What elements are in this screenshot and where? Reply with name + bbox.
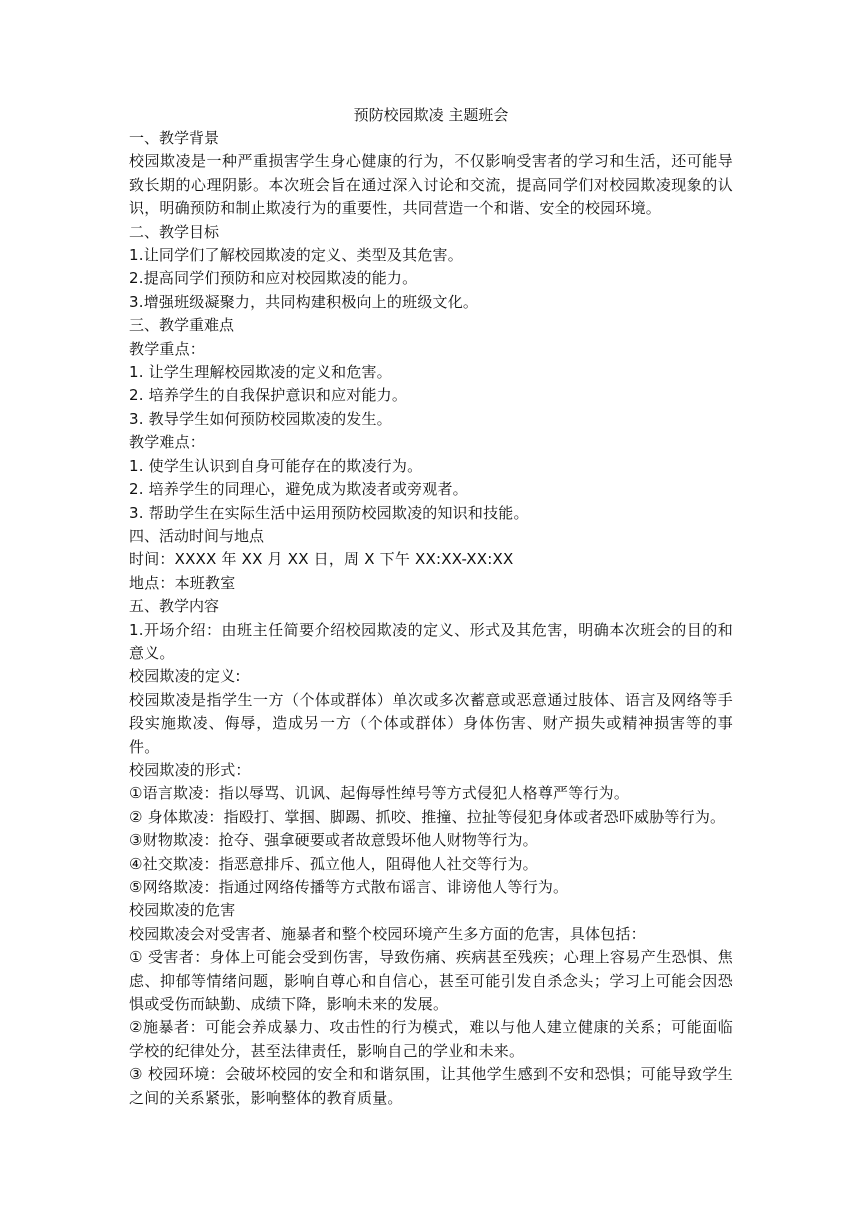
subheading-definition: 校园欺凌的定义:	[129, 667, 241, 686]
document-title: 预防校园欺凌 主题班会	[353, 106, 509, 124]
subheading-key-points: 教学重点：	[129, 339, 206, 358]
background-paragraph: 校园欺凌是一种严重损害学生身心健康的行为，不仅影响受害者的学习和生活，还可能导致长期的心理阴影。本次班会旨在通过深入讨论和交流，提高同学们对校园欺凌现象的认识，明确预防和制止欺凌行为的重要性，共同营造一个和谐、安全的校园环境。	[129, 152, 733, 218]
form-item-social: ④社交欺凌：指恶意排斥、孤立他人，阻碍他人社交等行为。	[129, 854, 538, 873]
opening-paragraph: 1.开场介绍：由班主任简要介绍校园欺凌的定义、形式及其危害，明确本次班会的目的和意义。	[129, 620, 733, 662]
objective-item: 2.提高同学们预防和应对校园欺凌的能力。	[129, 269, 418, 288]
document-content	[129, 104, 733, 1110]
form-item-physical: ② 身体欺凌：指殴打、掌掴、脚踢、抓咬、推撞、拉扯等侵犯身体或者恐吓威胁等行为。	[129, 807, 726, 826]
subheading-forms: 校园欺凌的形式：	[129, 760, 251, 779]
objective-item: 3.增强班级凝聚力，共同构建积极向上的班级文化。	[129, 292, 479, 311]
section-heading-background: 一、教学背景	[129, 129, 220, 147]
section-heading-time-place: 四、活动时间与地点	[129, 526, 265, 545]
section-heading-key-points: 三、教学重难点	[129, 316, 235, 335]
form-item-property: ③财物欺凌：抢夺、强拿硬要或者故意毁坏他人财物等行为。	[129, 831, 538, 850]
subheading-harms: 校园欺凌的危害	[129, 901, 236, 920]
form-item-verbal: ①语言欺凌：指以辱骂、讥讽、起侮辱性绰号等方式侵犯人格尊严等行为。	[129, 784, 630, 803]
harm-item-campus: ③ 校园环境：会破坏校园的安全和和谐氛围，让其他学生感到不安和恐惧；可能导致学生之间的关系紧张，影响整体的教育质量。	[129, 1065, 733, 1107]
harm-item-perpetrator: ②施暴者：可能会养成暴力、攻击性的行为模式，难以与他人建立健康的关系；可能面临学校的纪律处分，甚至法律责任，影响自己的学业和未来。	[129, 1018, 733, 1060]
key-point-item: 1. 让学生理解校园欺凌的定义和危害。	[129, 363, 392, 382]
difficulty-item: 2. 培养学生的同理心，避免成为欺凌者或旁观者。	[129, 480, 468, 499]
difficulty-item: 1. 使学生认识到自身可能存在的欺凌行为。	[129, 456, 423, 475]
subheading-difficulties: 教学难点：	[129, 433, 206, 452]
definition-paragraph: 校园欺凌是指学生一方（个体或群体）单次或多次蓄意或恶意通过肢体、语言及网络等手段实施欺凌、侮辱，造成另一方（个体或群体）身体伤害、财产损失或精神损害等的事件。	[129, 690, 733, 756]
key-point-item: 3. 教导学生如何预防校园欺凌的发生。	[129, 409, 392, 428]
place-line: 地点：本班教室	[129, 573, 236, 592]
time-line: 时间：XXXX 年 XX 月 XX 日，周 X 下午 XX:XX-XX:XX	[129, 550, 514, 569]
objective-item: 1.让同学们了解校园欺凌的定义、类型及其危害。	[129, 246, 463, 265]
harms-intro: 校园欺凌会对受害者、施暴者和整个校园环境产生多方面的危害，具体包括：	[129, 924, 646, 943]
key-point-item: 2. 培养学生的自我保护意识和应对能力。	[129, 386, 408, 405]
section-heading-content: 五、教学内容	[129, 597, 220, 616]
harm-item-victim: ① 受害者：身体上可能会受到伤害，导致伤痛、疾病甚至残疾；心理上容易产生恐惧、焦虑、抑郁等情绪问题，影响自尊心和自信心，甚至可能引发自杀念头；学习上可能会因恐惧或受伤而缺勤、成绩下降，影响未来的发展。	[129, 948, 733, 1014]
form-item-cyber: ⑤网络欺凌：指通过网络传播等方式散布谣言、诽谤他人等行为。	[129, 878, 569, 896]
difficulty-item: 3. 帮助学生在实际生活中运用预防校园欺凌的知识和技能。	[129, 503, 529, 522]
section-heading-objectives: 二、教学目标	[129, 222, 220, 241]
